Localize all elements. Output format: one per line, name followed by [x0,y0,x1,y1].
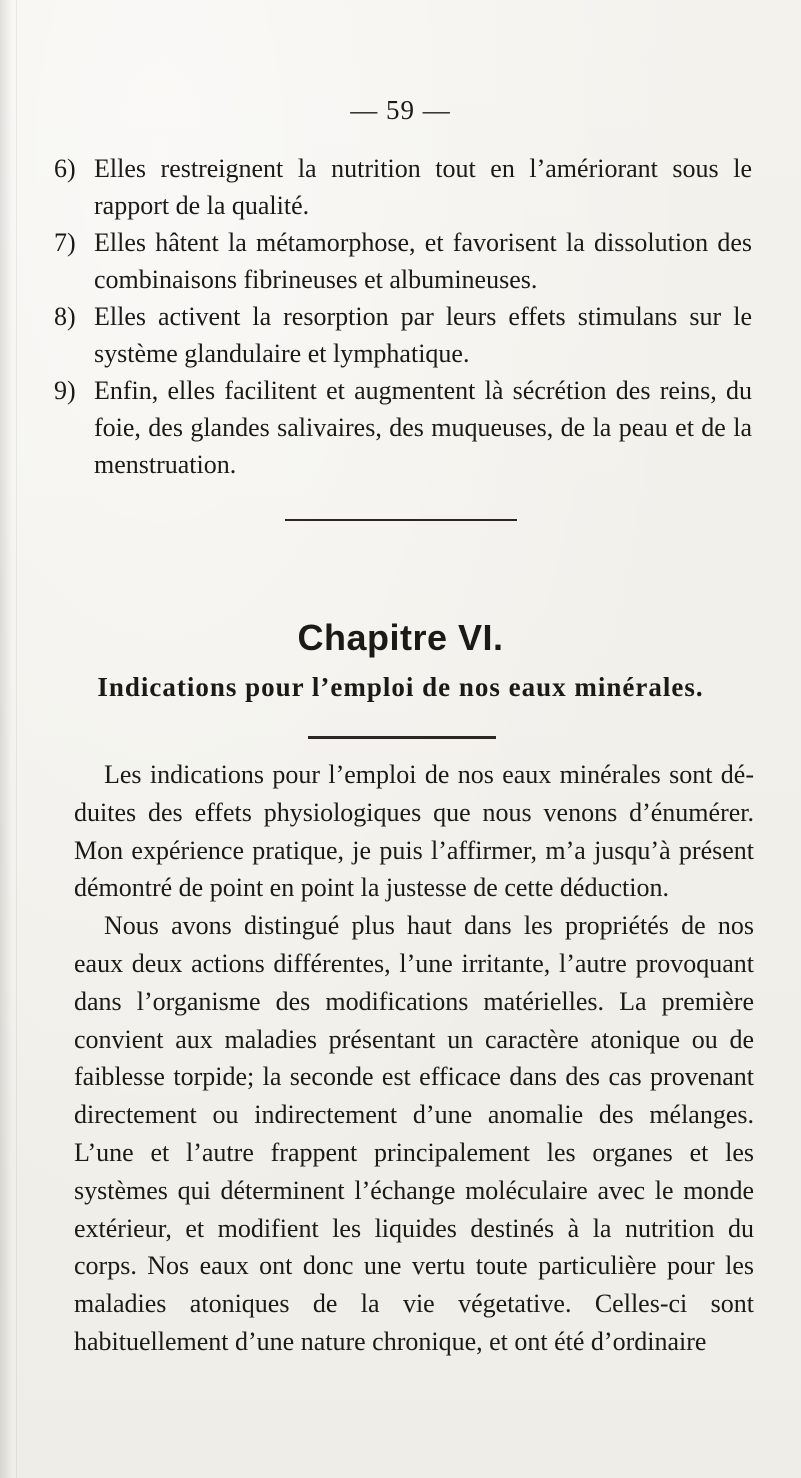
list-item [54,150,752,224]
chapter-subtitle: Indications pour l’emploi de nos eaux minérales. [97,672,704,702]
list-item-number: 6) [54,154,76,183]
chapter-title: Chapitre VI. [297,617,504,658]
list-item-text: Elles hâtent la métamorphose, et favorisent la dissolution des combinaisons fibrineuses et albumineuses. [94,228,752,294]
page-edge-line [16,0,17,1478]
list-item [54,372,752,483]
numbered-list [54,150,752,483]
list-item-number: 9) [54,376,76,405]
body-paragraph: Nous avons distingué plus haut dans les propriétés de nos eaux deux actions différentes, l’une irritante, l’autre provoquant dans l’organisme des modifications matérielles. La première convient aux maladies présentant un caractère atonique ou de faiblesse torpide; la seconde est efficace dans des cas provenant directement ou indirectement d’une anomalie des mélanges. L’une et l’autre frappent principalement les organes et les systèmes qui déterminent l’échange moléculaire avec le monde extérieur, et modifient les liquides destinés à la nutrition du corps. Nos eaux ont donc une vertu toute particulière pour les maladies atoniques de la vie végetative. Celles-ci sont habituellement d’une nature chronique, et ont été d’ordinaire [74,911,754,1356]
body-paragraph: Les indications pour l’emploi de nos eaux minérales sont déduites des effets physiologiques que nous venons d’énumérer. Mon expérience pratique, je puis l’affirmer, m’a jusqu’à présent démontré de point en point la justesse de cette déduction. [74,760,754,903]
list-item-number: 7) [54,228,76,257]
chapter-body [74,756,754,1361]
list-item-number: 8) [54,302,76,331]
list-item-text: Enfin, elles facilitent et augmentent là sécrétion des reins, du foie, des glandes salivaires, des muqueuses, de la peau et de la menstruation. [94,376,752,479]
list-item-text: Elles restreignent la nutrition tout en l’amériorant sous le rapport de la qualité. [94,154,752,220]
page-binding-shadow [0,0,12,1478]
list-item [54,224,752,298]
list-item-text: Elles activent la resorption par leurs effets stimulans sur le système glandulaire et lymphatique. [94,302,752,368]
section-divider-bottom [308,736,496,739]
page-number: — 59 — [350,95,451,125]
list-item [54,298,752,372]
section-divider-top [285,519,517,521]
